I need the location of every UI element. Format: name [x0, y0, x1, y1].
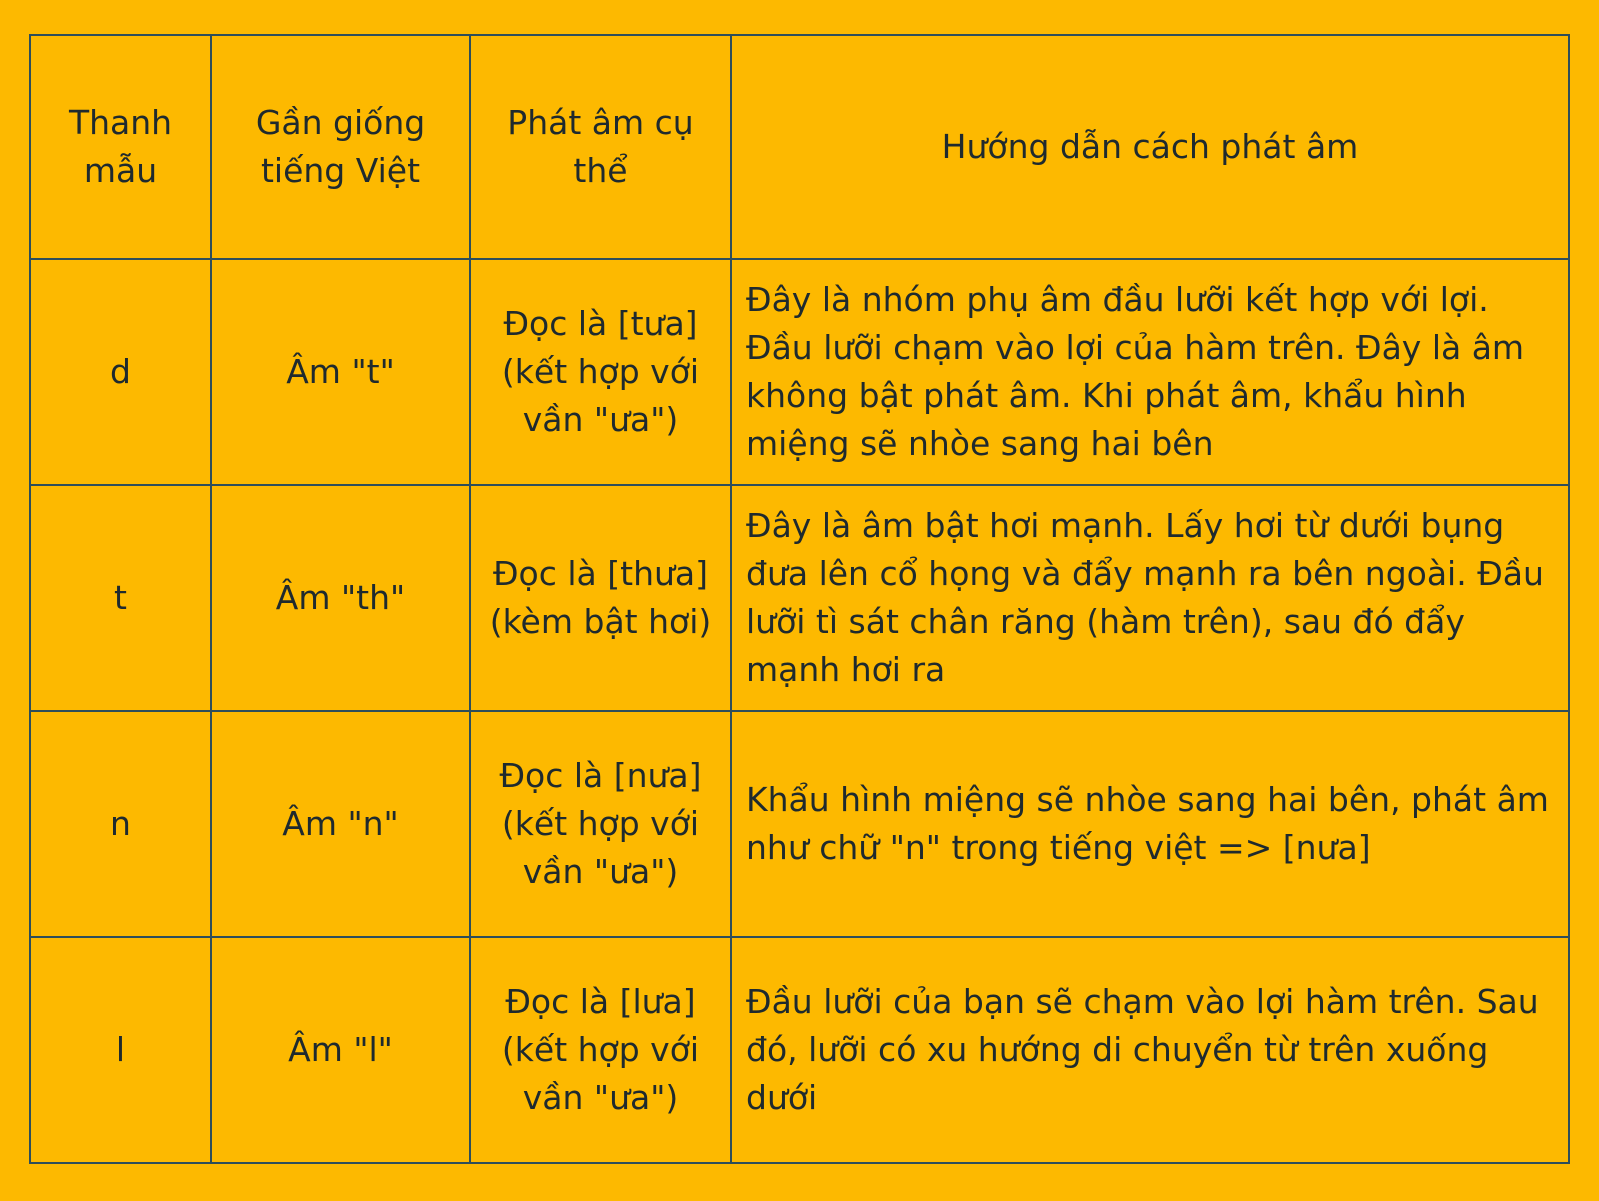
- guide-line: mạnh hơi ra: [746, 650, 946, 689]
- guide-line: Đây là âm bật hơi mạnh. Lấy hơi từ dưới bụng: [746, 506, 1505, 545]
- guide-line: Đây là nhóm phụ âm đầu lưỡi kết hợp với lợi.: [746, 280, 1489, 319]
- reading-line: vần "ưa"): [522, 400, 679, 439]
- header-guide-line-1: Hướng dẫn cách phát âm: [941, 127, 1359, 166]
- header-row: [30, 35, 1569, 259]
- cell-reading: [470, 485, 731, 711]
- cell-similar: Âm "l": [211, 937, 470, 1163]
- cell-similar: Âm "n": [211, 711, 470, 937]
- cell-reading: [470, 259, 731, 485]
- pronunciation-table-frame: [29, 34, 1568, 1164]
- header-similar: [211, 35, 470, 259]
- cell-similar: Âm "th": [211, 485, 470, 711]
- cell-reading: [470, 937, 731, 1163]
- reading-line: vần "ưa"): [522, 1078, 679, 1117]
- reading-line: vần "ưa"): [522, 852, 679, 891]
- reading-line: (kết hợp với: [501, 1030, 700, 1069]
- guide-line: Đầu lưỡi chạm vào lợi của hàm trên. Đây là âm: [746, 328, 1525, 367]
- guide-line: như chữ "n" trong tiếng việt => [nưa]: [746, 828, 1371, 867]
- reading-line: Đọc là [lưa]: [505, 982, 696, 1021]
- cell-initial: t: [30, 485, 211, 711]
- table-row: [30, 259, 1569, 485]
- cell-initial: n: [30, 711, 211, 937]
- cell-guide: [731, 485, 1569, 711]
- cell-initial: l: [30, 937, 211, 1163]
- pronunciation-table: [29, 34, 1570, 1164]
- guide-line: không bật phát âm. Khi phát âm, khẩu hình: [746, 376, 1467, 415]
- reading-line: Đọc là [thưa]: [492, 554, 708, 593]
- cell-guide: [731, 259, 1569, 485]
- guide-line: miệng sẽ nhòe sang hai bên: [746, 424, 1214, 463]
- guide-line: đó, lưỡi có xu hướng di chuyển từ trên xuống: [746, 1030, 1489, 1069]
- header-reading: [470, 35, 731, 259]
- cell-guide: [731, 711, 1569, 937]
- cell-similar: Âm "t": [211, 259, 470, 485]
- cell-reading: [470, 711, 731, 937]
- guide-line: dưới: [746, 1078, 818, 1117]
- guide-line: Khẩu hình miệng sẽ nhòe sang hai bên, phát âm: [746, 780, 1549, 819]
- header-reading-line-2: thể: [573, 151, 628, 190]
- reading-line: (kết hợp với: [501, 804, 700, 843]
- guide-line: lưỡi tì sát chân răng (hàm trên), sau đó đẩy: [746, 602, 1465, 641]
- table-row: [30, 711, 1569, 937]
- table-row: [30, 937, 1569, 1163]
- header-initial-line-1: Thanh: [68, 103, 173, 142]
- header-similar-line-1: Gần giống: [255, 103, 426, 142]
- reading-line: (kèm bật hơi): [489, 602, 712, 641]
- reading-line: Đọc là [nưa]: [499, 756, 702, 795]
- reading-line: Đọc là [tưa]: [503, 304, 698, 343]
- header-guide: [731, 35, 1569, 259]
- cell-guide: [731, 937, 1569, 1163]
- header-reading-line-1: Phát âm cụ: [507, 103, 694, 142]
- reading-line: (kết hợp với: [501, 352, 700, 391]
- header-initial: [30, 35, 211, 259]
- guide-line: đưa lên cổ họng và đẩy mạnh ra bên ngoài. Đầu: [746, 554, 1544, 593]
- header-similar-line-2: tiếng Việt: [260, 151, 421, 190]
- guide-line: Đầu lưỡi của bạn sẽ chạm vào lợi hàm trên. Sau: [746, 982, 1539, 1021]
- table-row: [30, 485, 1569, 711]
- cell-initial: d: [30, 259, 211, 485]
- header-initial-line-2: mẫu: [83, 151, 158, 190]
